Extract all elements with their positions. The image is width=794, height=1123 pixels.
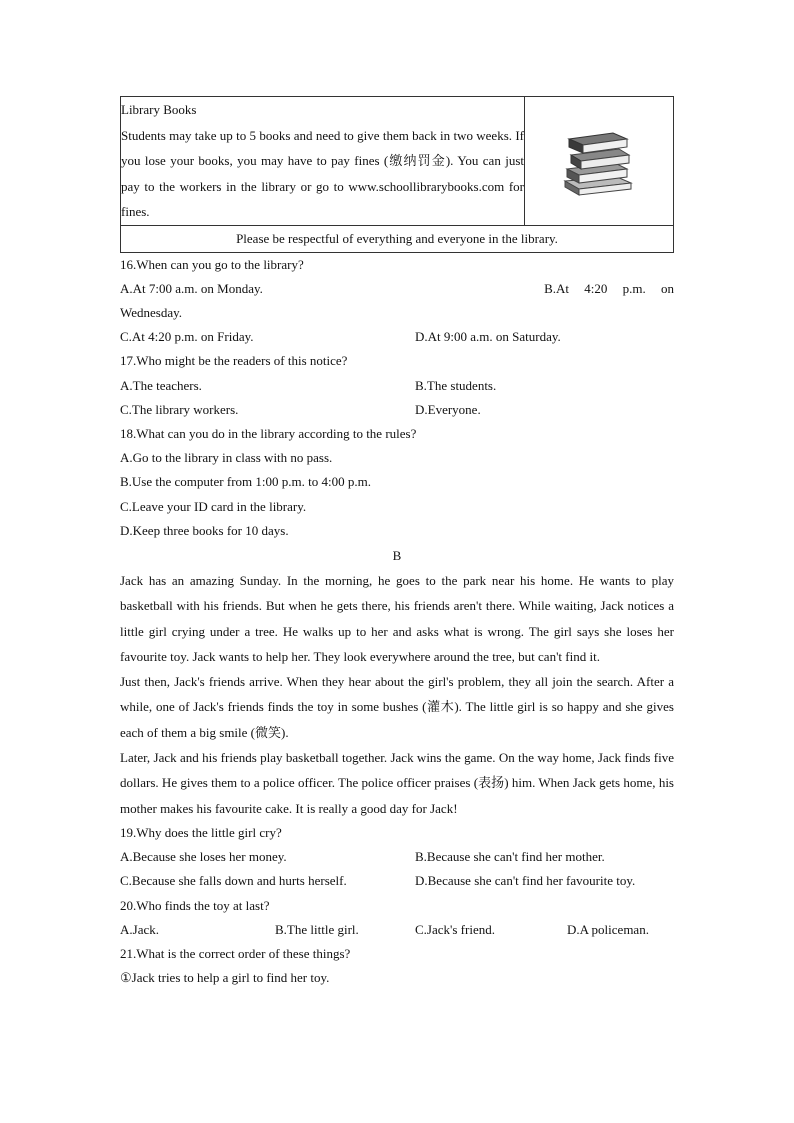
library-notice-table [120, 96, 674, 253]
question-18 [120, 422, 674, 543]
option-16-b-cont: Wednesday. [120, 304, 183, 320]
option-17-c: C.The library workers. [120, 401, 239, 417]
option-17-b: B.The students. [415, 377, 497, 393]
passage-paragraph-1: Jack has an amazing Sunday. In the morning, he goes to the park near his home. He wants to play basketball with his friends. But when he gets there, his friends aren't there. While waiting, Jack notices a little girl crying under a tree. He walks up to her and asks what is wrong. The girl says she loses her favourite toy. Jack wants to help her. They look everywhere around the tree, but can't find it. [120, 572, 674, 664]
question-17-text: 17.Who might be the readers of this notice? [120, 353, 348, 369]
section-b-heading: B [392, 547, 402, 563]
worksheet-page [120, 96, 674, 990]
option-16-c: C.At 4:20 p.m. on Friday. [120, 329, 254, 345]
question-16-row1 [120, 277, 674, 301]
option-19-c: C.Because she falls down and hurts herself. [120, 873, 347, 889]
option-20-d: D.A policeman. [567, 921, 649, 937]
question-17 [120, 349, 674, 422]
question-16 [120, 253, 674, 350]
option-16-b: B.At 4:20 p.m. on [544, 280, 674, 296]
passage-paragraph-2: Just then, Jack's friends arrive. When they hear about the girl's problem, they all join the search. After a while, one of Jack's friends finds the toy in some bushes (灌木). The little girl is so happy and she gives each of them a big smile (微笑). [120, 674, 674, 740]
option-19-b: B.Because she can't find her mother. [415, 849, 605, 865]
option-16-a: A.At 7:00 a.m. on Monday. [120, 280, 263, 296]
question-17-row1 [120, 374, 674, 398]
question-19-row1 [120, 845, 674, 869]
option-18-b: B.Use the computer from 1:00 p.m. to 4:00 p.m. [120, 474, 371, 490]
passage-paragraph-3: Later, Jack and his friends play basketball together. Jack wins the game. On the way home, Jack finds five dollars. He gives them to a police officer. The police officer praises (表扬) him. When Jack gets home, his mother makes his favourite cake. It is really a good day for Jack! [120, 750, 674, 816]
question-21-text: 21.What is the correct order of these things? [120, 945, 351, 961]
option-20-c: C.Jack's friend. [415, 921, 495, 937]
question-16-text: 16.When can you go to the library? [120, 256, 304, 272]
notice-image-cell [525, 97, 674, 226]
question-18-text: 18.What can you do in the library according to the rules? [120, 425, 417, 441]
option-18-c: C.Leave your ID card in the library. [120, 498, 307, 514]
stack-of-books-icon [557, 117, 641, 201]
option-20-a: A.Jack. [120, 921, 159, 937]
question-19 [120, 821, 674, 894]
notice-footer: Please be respectful of everything and everyone in the library. [121, 225, 674, 252]
notice-body: Students may take up to 5 books and need to give them back in two weeks. If you lose your books, you may have to pay fines (缴纳罚金). You can just pay to the workers in the library or go to www.schoollibrarybooks.com for fines. [121, 127, 524, 219]
option-18-d: D.Keep three books for 10 days. [120, 522, 289, 538]
option-17-a: A.The teachers. [120, 377, 202, 393]
option-18-a: A.Go to the library in class with no pass. [120, 450, 333, 466]
option-19-a: A.Because she loses her money. [120, 849, 287, 865]
option-20-b: B.The little girl. [275, 921, 359, 937]
question-17-row2 [120, 398, 674, 422]
option-19-d: D.Because she can't find her favourite toy. [415, 873, 636, 889]
option-17-d: D.Everyone. [415, 401, 481, 417]
question-20-text: 20.Who finds the toy at last? [120, 897, 270, 913]
question-20-options [120, 918, 674, 942]
question-19-row2 [120, 869, 674, 893]
question-21-item-1: ①Jack tries to help a girl to find her toy. [120, 970, 330, 986]
notice-text-cell [121, 97, 525, 226]
question-21 [120, 942, 674, 990]
option-16-d: D.At 9:00 a.m. on Saturday. [415, 329, 561, 345]
question-20 [120, 894, 674, 942]
question-19-text: 19.Why does the little girl cry? [120, 824, 282, 840]
notice-title: Library Books [121, 102, 197, 117]
question-16-row2 [120, 325, 674, 349]
